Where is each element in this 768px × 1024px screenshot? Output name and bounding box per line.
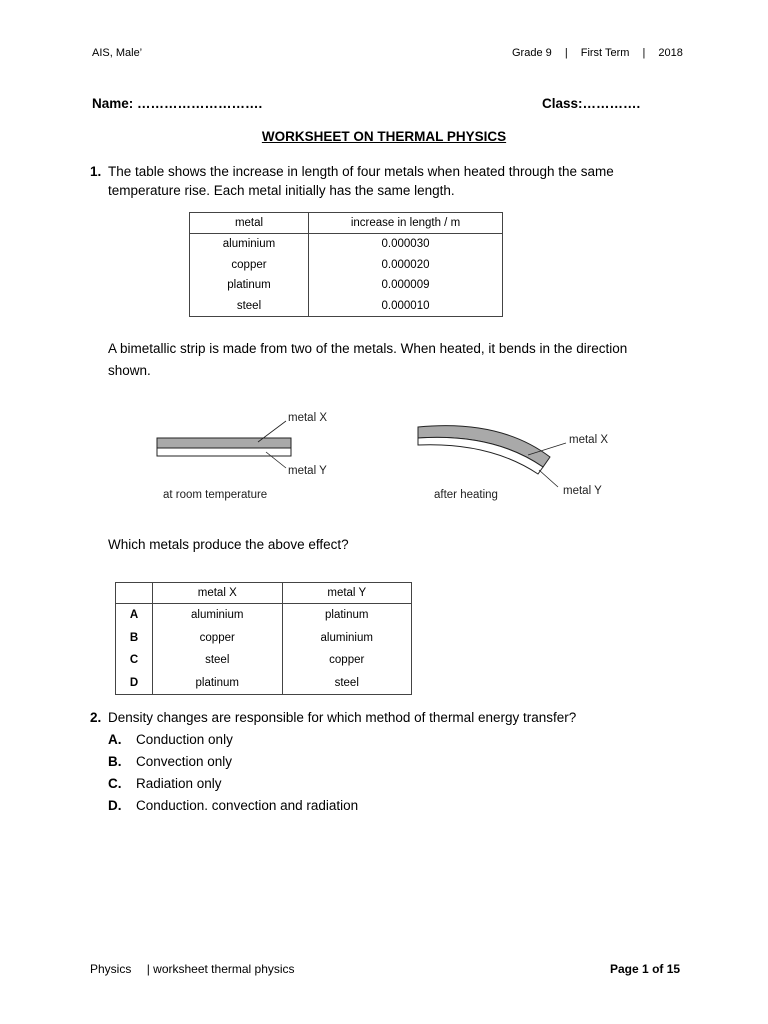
footer-separator: | — [146, 962, 150, 976]
header-meta — [512, 47, 683, 59]
table-row — [116, 604, 412, 627]
option-letter: A — [129, 609, 139, 622]
label-metal-x-room: metal X — [288, 412, 327, 424]
option-text: Radiation only — [136, 776, 222, 791]
term: First Term — [580, 47, 630, 59]
table-header-row — [116, 583, 412, 604]
col-metal-y: metal Y — [282, 583, 412, 604]
table-row — [190, 296, 503, 317]
q1-intro-line1: The table shows the increase in length of four metals when heated through the same — [108, 164, 614, 179]
option-letter: D — [129, 676, 139, 689]
metal-x-cell: steel — [153, 649, 283, 672]
header-separator: | — [564, 47, 568, 59]
table-row — [116, 672, 412, 695]
grade: Grade 9 — [512, 47, 552, 59]
straight-strip-metal-y — [157, 448, 291, 456]
class-field: Class:…………. — [542, 96, 641, 111]
metal-y-cell: platinum — [282, 604, 412, 627]
page-label: Page — [610, 962, 639, 976]
table-header-row — [190, 213, 503, 234]
option-letter: B. — [108, 754, 122, 769]
label-metal-y-room: metal Y — [288, 465, 327, 477]
q2-number: 2. — [90, 710, 102, 725]
option-letter: A. — [108, 732, 122, 747]
header-separator: | — [642, 47, 646, 59]
q2-text: Density changes are responsible for which method of thermal energy transfer? — [108, 710, 577, 725]
footer-topic: worksheet thermal physics — [153, 962, 295, 976]
caption-after-heating: after heating — [434, 489, 498, 501]
footer-subject: Physics — [90, 962, 132, 976]
page-of: of — [652, 962, 664, 976]
table-row — [190, 275, 503, 296]
option-letter: C — [129, 654, 139, 667]
worksheet-title — [0, 126, 768, 148]
total-pages: 15 — [666, 962, 681, 976]
q1-intro-line2: temperature rise. Each metal initially has the same length. — [108, 183, 455, 198]
metal-y-cell: copper — [282, 649, 412, 672]
metal-y-cell: aluminium — [282, 627, 412, 650]
q1-number: 1. — [90, 164, 102, 179]
expansion-table — [189, 212, 503, 317]
col-option — [116, 583, 153, 604]
option-letter: B — [129, 631, 139, 644]
pointer-line-y2 — [539, 470, 558, 487]
value-cell: 0.000009 — [381, 279, 430, 292]
page-number — [610, 962, 680, 976]
metal-cell: aluminium — [190, 234, 309, 255]
value-cell: 0.000030 — [381, 238, 430, 251]
col-increase: increase in length / m — [309, 213, 503, 234]
name-field: Name: ………………………. — [92, 96, 263, 111]
metal-y-cell: steel — [282, 672, 412, 695]
current-page: 1 — [642, 962, 649, 976]
value-cell: 0.000010 — [381, 299, 430, 312]
caption-room-temperature: at room temperature — [163, 489, 268, 501]
answer-table — [115, 582, 412, 695]
metal-x-cell: platinum — [153, 672, 283, 695]
bimetal-line1: A bimetallic strip is made from two of the metals. When heated, it bends in the direction — [108, 341, 628, 356]
metal-cell: platinum — [190, 275, 309, 296]
table-row — [116, 649, 412, 672]
table-row — [190, 255, 503, 276]
metal-x-cell: copper — [153, 627, 283, 650]
option-letter: D. — [108, 798, 122, 813]
metal-x-cell: aluminium — [153, 604, 283, 627]
footer-left — [90, 962, 295, 976]
label-metal-x-heated: metal X — [569, 434, 608, 446]
school-name: AIS, Male’ — [92, 47, 143, 59]
option-letter: C. — [108, 776, 122, 791]
option-text: Conduction only — [136, 732, 233, 747]
value-cell: 0.000020 — [381, 258, 430, 271]
year: 2018 — [658, 47, 683, 59]
metal-cell: copper — [190, 255, 309, 276]
title-text: WORKSHEET ON THERMAL PHYSICS — [261, 129, 507, 144]
col-metal-x: metal X — [153, 583, 283, 604]
option-text: Convection only — [136, 754, 233, 769]
q1-question: Which metals produce the above effect? — [108, 537, 349, 552]
option-text: Conduction. convection and radiation — [136, 798, 359, 813]
table-row — [116, 627, 412, 650]
metal-cell: steel — [190, 296, 309, 317]
table-row — [190, 234, 503, 255]
label-metal-y-heated: metal Y — [563, 485, 602, 497]
straight-strip-metal-x — [157, 438, 291, 448]
bimetal-line2: shown. — [108, 363, 151, 378]
col-metal: metal — [190, 213, 309, 234]
